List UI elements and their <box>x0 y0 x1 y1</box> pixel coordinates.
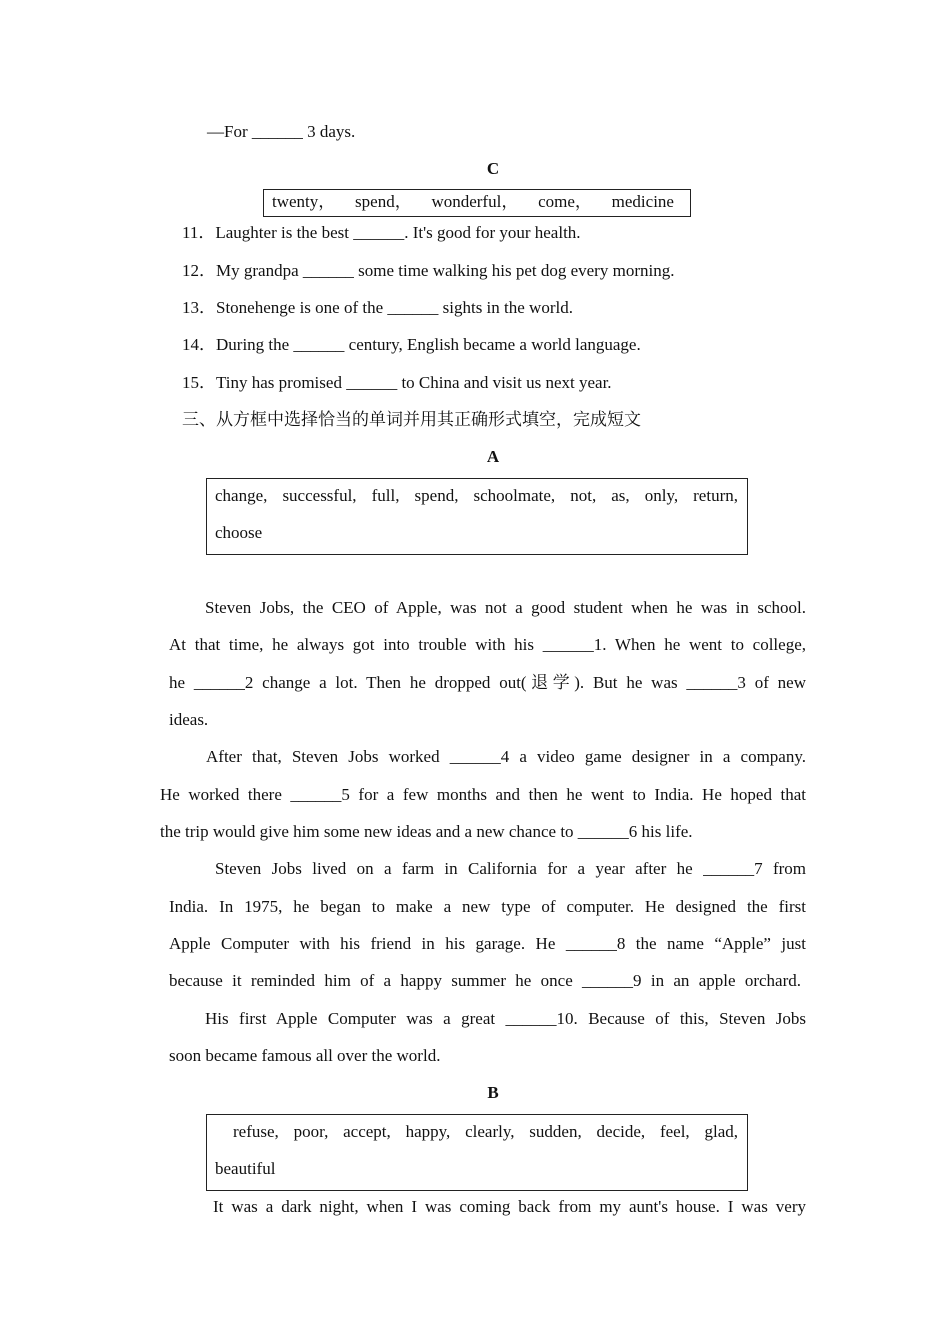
word-box-line: choose <box>215 523 263 542</box>
question-13: 13．Stonehenge is one of the ______ sights in the world. <box>182 298 573 317</box>
word-box-line: change, successful, full, spend, schoolmate, not, as, only, return, <box>215 486 738 505</box>
word-box-line: refuse, poor, accept, happy, clearly, sudden, decide, feel, glad, <box>233 1122 738 1141</box>
passage-a-heading: A <box>486 447 500 466</box>
word-box-c <box>263 189 691 217</box>
passage-line: Steven Jobs, the CEO of Apple, was not a good student when he was in school. <box>205 598 806 617</box>
word: medicine <box>611 192 674 211</box>
passage-line: His first Apple Computer was a great ______10. Because of this, Steven Jobs <box>205 1009 806 1028</box>
passage-line: Steven Jobs lived on a farm in California for a year after he ______7 from <box>215 859 806 878</box>
passage-line: After that, Steven Jobs worked ______4 a video game designer in a company. <box>206 747 806 766</box>
word: twenty， <box>272 192 336 211</box>
word-box-a <box>206 478 748 555</box>
passage-b-heading: B <box>487 1083 499 1102</box>
word-box-b <box>206 1114 748 1191</box>
passage-line: India. In 1975, he began to make a new type of computer. He designed the first <box>169 897 806 916</box>
question-15: 15．Tiny has promised ______ to China and visit us next year. <box>182 373 612 392</box>
passage-line: He worked there ______5 for a few months and then he went to India. He hoped that <box>160 785 806 804</box>
question-12: 12．My grandpa ______ some time walking his pet dog every morning. <box>182 261 675 280</box>
word: spend， <box>355 192 412 211</box>
word: come， <box>538 192 592 211</box>
dialogue-line: —For ______ 3 days. <box>207 122 356 141</box>
word-box-line: beautiful <box>215 1159 276 1178</box>
passage-line: Apple Computer with his friend in his garage. He ______8 the name “Apple” just <box>169 934 806 953</box>
section-c-heading: C <box>486 159 500 178</box>
passage-line: the trip would give him some new ideas and a new chance to ______6 his life. <box>160 822 693 841</box>
passage-line: At that time, he always got into trouble with his ______1. When he went to college, <box>169 635 806 654</box>
passage-line: soon became famous all over the world. <box>169 1046 441 1065</box>
passage-line: It was a dark night, when I was coming back from my aunt's house. I was very <box>213 1197 806 1216</box>
passage-line: because it reminded him of a happy summer he once ______9 in an apple orchard. <box>169 971 801 990</box>
passage-line: he ______2 change a lot. Then he dropped out(退学). But he was ______3 of new <box>169 673 806 692</box>
question-14: 14．During the ______ century, English became a world language. <box>182 335 641 354</box>
word: wonderful， <box>431 192 519 211</box>
part3-heading: 三、从方框中选择恰当的单词并用其正确形式填空，完成短文 <box>182 410 641 430</box>
question-11: 11．Laughter is the best ______. It's good for your health. <box>182 223 581 242</box>
passage-line: ideas. <box>169 710 209 729</box>
